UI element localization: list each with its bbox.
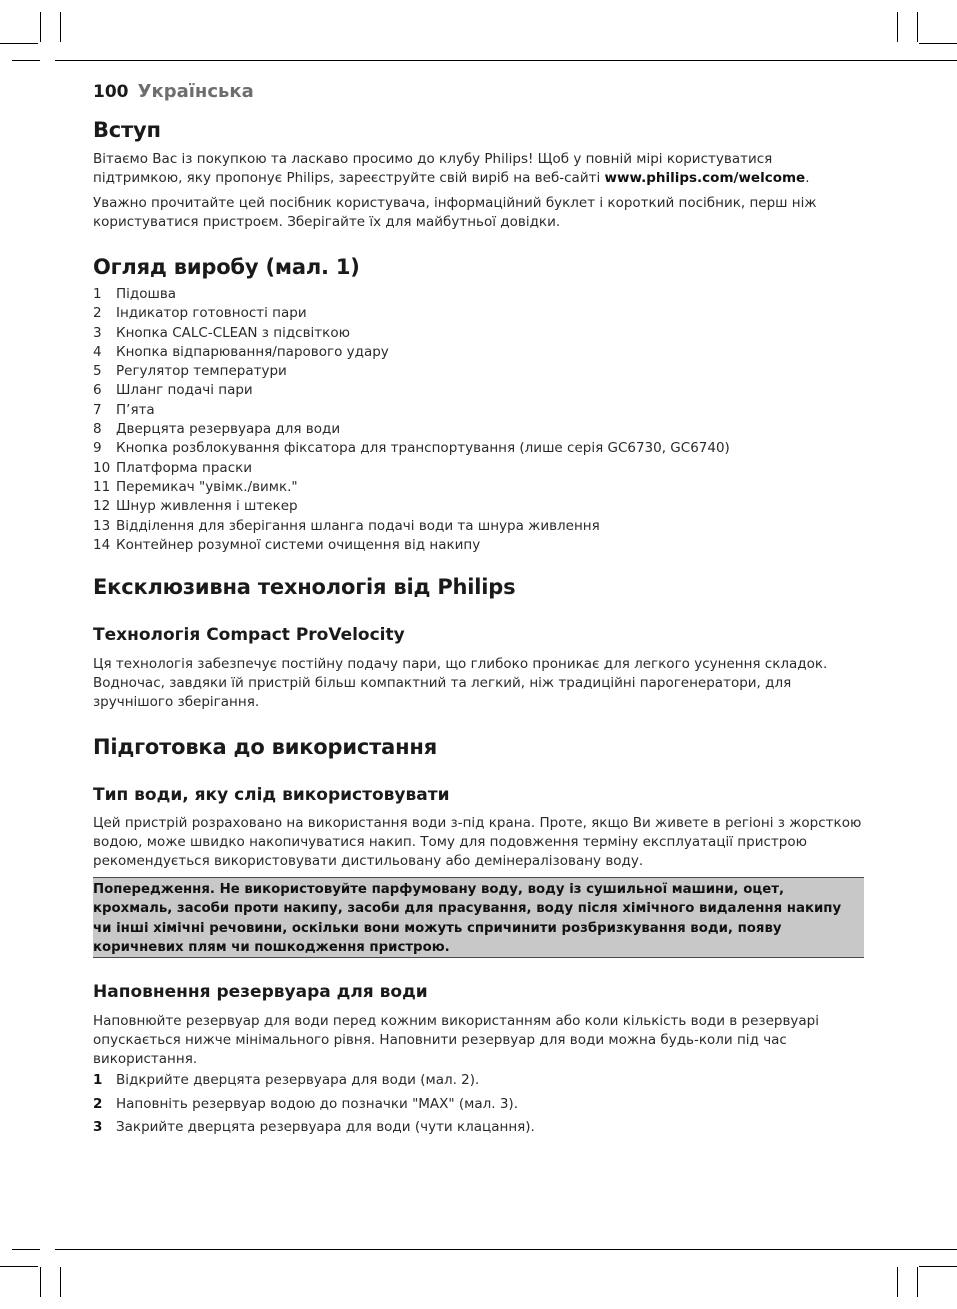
crop-mark-tl-v1 xyxy=(40,12,41,42)
step-item-text: Відкрийте дверцята резервуара для води (мал. 2). xyxy=(116,1072,480,1088)
preparation-title: Підготовка до використання xyxy=(93,735,437,759)
water-type-subtitle: Тип води, яку слід використовувати xyxy=(93,785,450,805)
list-item-number: 14 xyxy=(93,536,111,553)
list-item-text: Дверцята резервуара для води xyxy=(116,421,341,438)
list-item xyxy=(93,304,865,323)
crop-mark-bl-v2 xyxy=(60,1267,61,1297)
intro-title: Вступ xyxy=(93,118,161,142)
crop-mark-tr-h1 xyxy=(919,43,957,44)
crop-mark-bl-v1 xyxy=(40,1267,41,1297)
crop-mark-br-h1 xyxy=(919,1266,957,1267)
overview-title: Огляд виробу (мал. 1) xyxy=(93,255,360,279)
list-item-text: Платформа праски xyxy=(116,459,253,476)
philips-welcome-link: www.philips.com/welcome xyxy=(604,170,806,186)
crop-mark-tr-v1 xyxy=(897,12,898,42)
warning-text: Попередження. Не використовуйте парфумовану воду, воду із сушильної машини, оцет, крохмаль, засоби проти накипу, засоби для прасування, воду після хімічного видалення накипу чи інші хімічні речовини, оскільки вони можуть спричинити розбризкування води, появу коричневих плям чи пошкодження пристрою. xyxy=(93,882,842,955)
list-item-text: Контейнер розумної системи очищення від накипу xyxy=(116,536,481,553)
list-item-number: 13 xyxy=(93,517,111,534)
running-header xyxy=(93,81,254,102)
list-item-number: 9 xyxy=(93,440,102,457)
list-item-number: 3 xyxy=(93,324,102,341)
list-item xyxy=(93,362,865,381)
crop-mark-br-h3 xyxy=(917,1249,945,1250)
list-item-number: 2 xyxy=(93,305,102,322)
filling-steps xyxy=(93,1069,865,1140)
crop-mark-br-v1 xyxy=(897,1267,898,1297)
intro-p1-text: Вітаємо Вас із покупкою та ласкаво просимо до клубу Philips! Щоб у повній мірі користуватися підтримкою, яку пропонує Philips, зареєструйте свій виріб на веб-сайті xyxy=(93,151,773,186)
list-item xyxy=(93,439,865,458)
water-type-paragraph xyxy=(93,814,865,871)
step-item-number: 3 xyxy=(93,1119,103,1135)
step-item-text: Закрийте дверцята резервуара для води (чути клацання). xyxy=(116,1119,535,1135)
list-item-text: Індикатор готовності пари xyxy=(116,305,307,322)
list-item xyxy=(93,536,865,555)
crop-mark-tl-h1 xyxy=(0,43,38,44)
crop-mark-tl-h2 xyxy=(55,60,957,61)
list-item-text: Кнопка CALC-CLEAN з підсвіткою xyxy=(116,324,350,341)
compact-provelocity-heading xyxy=(93,625,865,645)
step-item-number: 1 xyxy=(93,1072,103,1088)
list-item xyxy=(93,324,865,343)
overview-list xyxy=(93,285,865,555)
warning-box xyxy=(93,877,864,958)
intro-p1-end: . xyxy=(805,170,810,186)
step-item xyxy=(93,1069,865,1093)
list-item-text: Шланг подачі пари xyxy=(116,382,253,399)
intro-p2: Уважно прочитайте цей посібник користувача, інформаційний буклет і короткий посібник, перш ніж користуватися пристроєм. Зберігайте їх для майбутньої довідки. xyxy=(93,195,817,230)
crop-mark-bl-h3 xyxy=(12,1249,40,1250)
list-item-number: 7 xyxy=(93,401,102,418)
exclusive-section xyxy=(93,575,865,599)
crop-mark-tl-v2 xyxy=(60,12,61,42)
preparation-section xyxy=(93,735,865,759)
list-item-number: 4 xyxy=(93,343,102,360)
list-item-number: 11 xyxy=(93,478,111,495)
list-item-text: Перемикач "увімк./вимк." xyxy=(116,478,298,495)
list-item xyxy=(93,381,865,400)
crop-mark-tr-h3 xyxy=(917,60,945,61)
water-type-heading xyxy=(93,785,865,805)
list-item xyxy=(93,343,865,362)
crop-mark-tr-v2 xyxy=(917,12,918,42)
exclusive-title: Ексклюзивна технологія від Philips xyxy=(93,575,516,599)
list-item xyxy=(93,497,865,516)
list-item-number: 1 xyxy=(93,286,102,302)
crop-mark-bl-h1 xyxy=(0,1266,38,1267)
list-item-text: Підошва xyxy=(116,286,177,302)
crop-mark-bl-h2 xyxy=(55,1249,957,1250)
page-number: 100 xyxy=(93,82,129,102)
filling-subtitle: Наповнення резервуара для води xyxy=(93,982,428,1002)
list-item-text: Кнопка розблокування фіксатора для транспортування (лише серія GC6730, GC6740) xyxy=(116,440,730,457)
language-label: Українська xyxy=(137,81,254,102)
list-item xyxy=(93,401,865,420)
intro-section xyxy=(93,118,865,142)
filling-paragraph xyxy=(93,1012,865,1069)
list-item-text: П’ята xyxy=(116,401,155,418)
list-item-number: 6 xyxy=(93,382,102,399)
list-item-number: 12 xyxy=(93,498,111,515)
intro-paragraph-1 xyxy=(93,150,865,188)
list-item xyxy=(93,285,865,304)
list-item-text: Шнур живлення і штекер xyxy=(116,498,298,515)
list-item-number: 10 xyxy=(93,459,111,476)
list-item xyxy=(93,420,865,439)
list-item-number: 8 xyxy=(93,421,102,438)
list-item-text: Регулятор температури xyxy=(116,363,287,380)
exclusive-paragraph xyxy=(93,655,865,712)
intro-paragraph-2 xyxy=(93,194,865,232)
filling-heading xyxy=(93,982,865,1002)
list-item-text: Кнопка відпарювання/парового удару xyxy=(116,343,389,360)
filling-p1: Наповнюйте резервуар для води перед кожним використанням або коли кількість води в резервуарі опускається нижче мінімального рівня. Наповнити резервуар для води можна будь-коли під час використання. xyxy=(93,1013,819,1067)
list-item-number: 5 xyxy=(93,363,102,380)
list-item xyxy=(93,478,865,497)
list-item xyxy=(93,517,865,536)
step-item-number: 2 xyxy=(93,1095,103,1112)
water-type-p1: Цей пристрій розраховано на використання води з-під крана. Проте, якщо Ви живете в регіоні з жорсткою водою, може швидко накопичуватися накип. Тому для подовження терміну експлуатації пристрою рекомендується використовувати дистильовану або демінералізовану воду. xyxy=(93,815,862,869)
crop-mark-br-v2 xyxy=(917,1267,918,1297)
list-item xyxy=(93,459,865,478)
crop-mark-tl-h3 xyxy=(12,60,40,61)
step-item xyxy=(93,1116,865,1140)
exclusive-subtitle: Технологія Compact ProVelocity xyxy=(93,625,405,645)
exclusive-p1: Ця технологія забезпечує постійну подачу пари, що глибоко проникає для легкого усунення складок. Водночас, завдяки їй пристрій більш компактний та легкий, ніж традиційні парогенератори, для зручнішого зберігання. xyxy=(93,656,828,710)
step-item xyxy=(93,1093,865,1117)
list-item-text: Відділення для зберігання шланга подачі води та шнура живлення xyxy=(116,517,600,534)
step-item-text: Наповніть резервуар водою до позначки "MAX" (мал. 3). xyxy=(116,1095,518,1112)
overview-section xyxy=(93,255,865,279)
